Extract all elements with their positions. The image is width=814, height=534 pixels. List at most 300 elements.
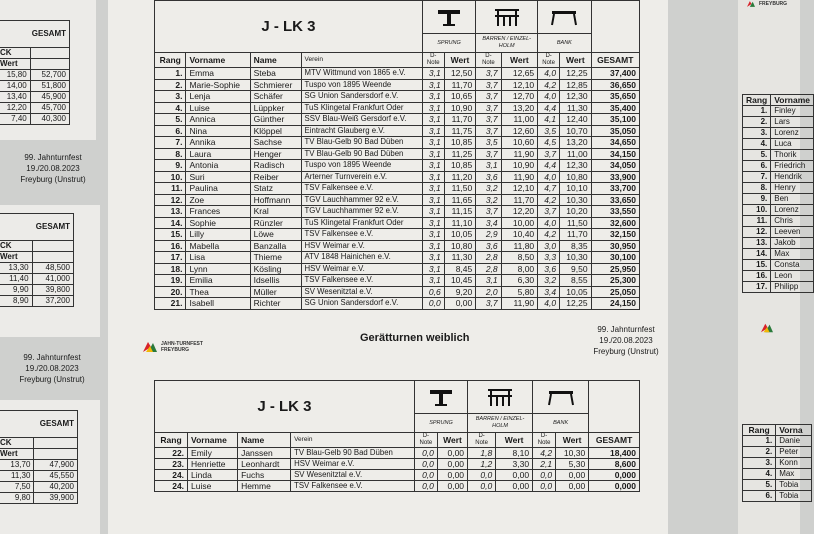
rang-cell: 15.: [155, 229, 186, 241]
rang-cell: 2.: [155, 79, 186, 91]
table-row: [0, 81, 70, 92]
wert-cell: 5,80: [501, 286, 538, 298]
name-cell: Schäfer: [250, 91, 301, 103]
table-row: [155, 470, 640, 481]
name-cell: Idsellis: [250, 275, 301, 287]
verein-cell: SV Wesenitztal e.V.: [301, 286, 422, 298]
vorname-cell: Leon: [771, 271, 814, 282]
vault-icon: [418, 387, 464, 407]
wert-cell: 11,90: [501, 148, 538, 160]
dnote-cell: 3,1: [422, 125, 444, 137]
verein-cell: TSV Falkensee e.V.: [301, 275, 422, 287]
bottom-apparatus-label-0: SPRUNG: [414, 414, 467, 433]
table-row: [155, 217, 640, 229]
vorname-cell: Philipp: [771, 282, 814, 293]
bottom-header-name: Name: [238, 433, 291, 448]
dnote-cell: 0,0: [414, 448, 437, 459]
dnote-cell: 3,1: [422, 263, 444, 275]
rang-cell: 6.: [743, 161, 771, 172]
wert-cell: 12,30: [560, 160, 592, 172]
rang-cell: 5.: [743, 480, 776, 491]
rang-cell: 1.: [743, 106, 771, 117]
rang-cell: 16.: [743, 271, 771, 282]
table-row: [0, 296, 74, 307]
vorname-cell: Nina: [186, 125, 250, 137]
wert-cell: 10,00: [501, 217, 538, 229]
table-row: [743, 469, 812, 480]
top-header-wert-1: Wert: [501, 53, 538, 68]
gesamt-cell: 0,000: [589, 481, 640, 492]
table-row: [155, 160, 640, 172]
table-row: [743, 436, 812, 447]
table-row: [155, 252, 640, 264]
dnote-cell: 2,9: [476, 229, 501, 241]
dnote-cell: 3,6: [476, 240, 501, 252]
rang-cell: 19.: [155, 275, 186, 287]
wert-cell: 0,00: [444, 298, 476, 310]
rang-cell: 8.: [155, 148, 186, 160]
verein-cell: TV Blau-Gelb 90 Bad Düben: [301, 137, 422, 149]
gesamt-cell: 52,700: [30, 70, 69, 81]
right-logo: FREYBURG: [746, 0, 787, 8]
dnote-cell: 4,2: [538, 229, 560, 241]
wert-cell: 12,20: [0, 103, 30, 114]
left-spacer: [34, 438, 78, 449]
dnote-cell: 4,2: [533, 448, 556, 459]
wert-cell: 10,60: [501, 137, 538, 149]
wert-cell: 13,40: [0, 92, 30, 103]
left-gesamt-header: GESAMT: [0, 214, 74, 241]
wert-cell: 10,90: [501, 160, 538, 172]
rang-cell: 10.: [155, 171, 186, 183]
vorname-cell: Isabell: [186, 298, 250, 310]
wert-cell: 11,40: [0, 274, 32, 285]
bottom-apparatus-2: [533, 381, 589, 414]
gesamt-cell: 36,650: [591, 79, 639, 91]
gesamt-cell: 24,150: [591, 298, 639, 310]
wert-cell: 10,20: [560, 206, 592, 218]
wert-cell: 11,50: [560, 217, 592, 229]
wert-cell: 11,00: [560, 148, 592, 160]
bottom-header-dnote-2: D- Note: [533, 433, 556, 448]
vorname-cell: Marie-Sophie: [186, 79, 250, 91]
gesamt-cell: 32,600: [591, 217, 639, 229]
verein-cell: TGV Lauchhammer 92 e.V.: [301, 206, 422, 218]
table-row: [743, 172, 814, 183]
rang-cell: 10.: [743, 205, 771, 216]
vorname-cell: Tobia: [776, 491, 812, 502]
table-row: [0, 285, 74, 296]
vorname-cell: Antonia: [186, 160, 250, 172]
bottom-apparatus-label-2: BANK: [533, 414, 589, 433]
dnote-cell: 3,7: [476, 298, 501, 310]
dnote-cell: 3,7: [476, 91, 501, 103]
top-header-wert-2: Wert: [560, 53, 592, 68]
table-row: [155, 79, 640, 91]
wert-cell: 10,80: [560, 171, 592, 183]
table-row: [155, 481, 640, 492]
results-table-top: [154, 0, 640, 310]
rang-cell: 6.: [155, 125, 186, 137]
wert-cell: 8,45: [444, 263, 476, 275]
left-mid-table: [0, 213, 74, 307]
dnote-cell: 2,1: [533, 459, 556, 470]
dnote-cell: 0,0: [414, 470, 437, 481]
dnote-cell: 0,0: [468, 470, 496, 481]
bottom-header-wert-1: Wert: [496, 433, 533, 448]
gesamt-cell: 25,050: [591, 286, 639, 298]
dnote-cell: 3,5: [476, 137, 501, 149]
gesamt-cell: 33,550: [591, 206, 639, 218]
dnote-cell: 3,1: [422, 102, 444, 114]
vorname-cell: Friedrich: [771, 161, 814, 172]
name-cell: Hemme: [238, 481, 291, 492]
jahnturnfest-logo: JAHN-TURNFEST FREYBURG: [142, 340, 203, 354]
left-spacer: [32, 252, 73, 263]
vorname-cell: Tobia: [776, 480, 812, 491]
right-top-table: [742, 94, 814, 293]
table-row: [743, 161, 814, 172]
vorname-cell: Lenja: [186, 91, 250, 103]
main-results-sheet: [108, 0, 668, 534]
name-cell: Lüppker: [250, 102, 301, 114]
gesamt-cell: 30,950: [591, 240, 639, 252]
top-gesamt-spacer: [591, 1, 639, 53]
dnote-cell: 3,1: [422, 148, 444, 160]
wert-cell: 7,50: [0, 482, 34, 493]
wert-cell: 10,70: [560, 125, 592, 137]
bottom-header-wert-2: Wert: [556, 433, 589, 448]
wert-cell: 13,20: [560, 137, 592, 149]
wert-cell: 10,90: [444, 102, 476, 114]
left-sheet-bottom: [0, 400, 100, 534]
wert-cell: 12,65: [501, 68, 538, 80]
rang-cell: 16.: [155, 240, 186, 252]
top-header-verein: Verein: [301, 53, 422, 68]
top-apparatus-0: [422, 1, 475, 34]
table-row: [743, 205, 814, 216]
gesamt-cell: 0,000: [589, 470, 640, 481]
rang-cell: 20.: [155, 286, 186, 298]
table-row: [155, 448, 640, 459]
bottom-header-dnote-0: D- Note: [414, 433, 437, 448]
wert-cell: 11,30: [0, 471, 34, 482]
table-row: [743, 282, 814, 293]
dnote-cell: 4,4: [538, 102, 560, 114]
dnote-cell: 3,7: [476, 79, 501, 91]
verein-cell: HSV Weimar e.V.: [301, 263, 422, 275]
rang-cell: 5.: [155, 114, 186, 126]
rang-cell: 5.: [743, 150, 771, 161]
vorname-cell: Lars: [771, 117, 814, 128]
rang-cell: 4.: [155, 102, 186, 114]
verein-cell: SG Union Sandersdorf e.V.: [301, 91, 422, 103]
dnote-cell: 3,5: [538, 125, 560, 137]
table-row: [743, 271, 814, 282]
dnote-cell: 3,3: [538, 252, 560, 264]
table-row: [155, 171, 640, 183]
top-apparatus-1: [476, 1, 538, 34]
name-cell: Steba: [250, 68, 301, 80]
section-heading: Gerätturnen weiblich: [360, 332, 470, 344]
dnote-cell: 3,2: [476, 183, 501, 195]
table-row: [0, 482, 78, 493]
right-sheet: [738, 0, 810, 534]
dnote-cell: 3,1: [422, 91, 444, 103]
wert-cell: 7,40: [0, 114, 30, 125]
table-row: [155, 240, 640, 252]
table-row: [155, 148, 640, 160]
wert-cell: 6,30: [501, 275, 538, 287]
dnote-cell: 4,0: [538, 171, 560, 183]
wert-cell: 13,70: [0, 460, 34, 471]
logo-icon: [142, 340, 158, 354]
top-apparatus-label-0: SPRUNG: [422, 34, 475, 53]
name-cell: Kösling: [250, 263, 301, 275]
dnote-cell: 3,1: [422, 68, 444, 80]
gesamt-cell: 34,650: [591, 137, 639, 149]
vorname-cell: Emily: [188, 448, 238, 459]
bars-icon: [471, 386, 529, 408]
vorname-cell: Thea: [186, 286, 250, 298]
rang-cell: 22.: [155, 448, 188, 459]
dnote-cell: 3,1: [422, 171, 444, 183]
verein-cell: SV Wesenitztal e.V.: [291, 470, 415, 481]
vorname-cell: Hendrik: [771, 172, 814, 183]
vorname-cell: Chris: [771, 216, 814, 227]
table-row: [0, 471, 78, 482]
dnote-cell: 3,7: [476, 206, 501, 218]
table-row: [155, 102, 640, 114]
top-apparatus-2: [538, 1, 591, 34]
table-row: [0, 493, 78, 504]
dnote-cell: 4,0: [538, 298, 560, 310]
gesamt-cell: 18,400: [589, 448, 640, 459]
left-spacer: [30, 48, 69, 59]
vorname-cell: Luca: [771, 139, 814, 150]
top-title: J - LK 3: [155, 1, 423, 53]
gesamt-cell: 37,200: [32, 296, 73, 307]
dnote-cell: 3,1: [422, 137, 444, 149]
dnote-cell: 3,1: [476, 275, 501, 287]
wert-cell: 9,90: [0, 285, 32, 296]
table-row: [743, 447, 812, 458]
rang-cell: 8.: [743, 183, 771, 194]
name-cell: Janssen: [238, 448, 291, 459]
top-header-vorname: Vorname: [186, 53, 250, 68]
dnote-cell: 3,1: [476, 160, 501, 172]
vorname-cell: Lynn: [186, 263, 250, 275]
wert-cell: 11,70: [560, 229, 592, 241]
name-cell: Reiber: [250, 171, 301, 183]
left-event-caption-2: 99. Jahnturnfest 19./20.08.2023 Freyburg (Unstrut): [19, 353, 85, 384]
dnote-cell: 3,7: [476, 125, 501, 137]
wert-cell: 10,05: [560, 286, 592, 298]
vorname-cell: Konn: [776, 458, 812, 469]
rang-cell: 11.: [155, 183, 186, 195]
table-row: [0, 263, 74, 274]
rang-cell: 7.: [743, 172, 771, 183]
wert-cell: 11,65: [444, 194, 476, 206]
table-row: [155, 194, 640, 206]
gesamt-cell: 33,700: [591, 183, 639, 195]
bottom-header-verein: Verein: [291, 433, 415, 448]
name-cell: Fuchs: [238, 470, 291, 481]
wert-cell: 11,70: [444, 79, 476, 91]
table-row: [743, 139, 814, 150]
vorname-cell: Emma: [186, 68, 250, 80]
table-row: [155, 91, 640, 103]
wert-cell: 12,70: [501, 91, 538, 103]
verein-cell: SSV Blau-Weiß Gersdorf e.V.: [301, 114, 422, 126]
dnote-cell: 0,0: [468, 481, 496, 492]
wert-cell: 11,10: [444, 217, 476, 229]
gesamt-cell: 34,050: [591, 160, 639, 172]
wert-cell: 14,00: [0, 81, 30, 92]
left-wert-header: Wert: [0, 59, 30, 70]
rang-cell: 1.: [155, 68, 186, 80]
table-row: [743, 128, 814, 139]
name-cell: Rünzler: [250, 217, 301, 229]
name-cell: Thieme: [250, 252, 301, 264]
vorname-cell: Lorenz: [771, 205, 814, 216]
rang-cell: 3.: [743, 458, 776, 469]
gesamt-cell: 33,900: [591, 171, 639, 183]
wert-cell: 12,10: [501, 183, 538, 195]
rang-cell: 6.: [743, 491, 776, 502]
verein-cell: HSV Weimar e.V.: [291, 459, 415, 470]
table-row: [0, 70, 70, 81]
gesamt-cell: 30,100: [591, 252, 639, 264]
bottom-title: J - LK 3: [155, 381, 415, 433]
top-header-dnote-0: D- Note: [422, 53, 444, 68]
wert-cell: 15,80: [0, 70, 30, 81]
gesamt-cell: 32,150: [591, 229, 639, 241]
wert-cell: 11,15: [444, 206, 476, 218]
verein-cell: TGV Lauchhammer 92 e.V.: [301, 194, 422, 206]
verein-cell: Arterner Turnverein e.V.: [301, 171, 422, 183]
rang-cell: 13.: [155, 206, 186, 218]
table-row: [743, 194, 814, 205]
rang-cell: 2.: [743, 117, 771, 128]
gesamt-cell: 34,150: [591, 148, 639, 160]
dnote-cell: 3,1: [422, 194, 444, 206]
vorname-cell: Mabella: [186, 240, 250, 252]
dnote-cell: 3,6: [538, 263, 560, 275]
left-top-table: [0, 20, 70, 125]
rang-cell: 21.: [155, 298, 186, 310]
wert-cell: 0,00: [496, 481, 533, 492]
dnote-cell: 0,0: [414, 481, 437, 492]
verein-cell: ATV 1848 Hainichen e.V.: [301, 252, 422, 264]
table-row: [155, 286, 640, 298]
dnote-cell: 3,1: [422, 79, 444, 91]
wert-cell: 13,20: [501, 102, 538, 114]
wert-cell: 5,30: [556, 459, 589, 470]
table-row: [743, 260, 814, 271]
gesamt-cell: 25,950: [591, 263, 639, 275]
name-cell: Hoffmann: [250, 194, 301, 206]
wert-cell: 10,30: [560, 252, 592, 264]
vorname-cell: Henry: [771, 183, 814, 194]
rang-cell: 9.: [743, 194, 771, 205]
name-cell: Sachse: [250, 137, 301, 149]
verein-cell: TSV Falkensee e.V.: [301, 229, 422, 241]
table-row: [0, 114, 70, 125]
left-gesamt-header: GESAMT: [0, 411, 78, 438]
vorname-cell: Luise: [188, 481, 238, 492]
wert-cell: 10,30: [556, 448, 589, 459]
table-row: [155, 275, 640, 287]
left-spacer: [34, 449, 78, 460]
table-row: [155, 183, 640, 195]
top-header-wert-0: Wert: [444, 53, 476, 68]
vorname-cell: Max: [776, 469, 812, 480]
dnote-cell: 3,7: [476, 102, 501, 114]
left-ck-label: CK: [0, 438, 34, 449]
vorname-cell: Annica: [186, 114, 250, 126]
rang-cell: 2.: [743, 447, 776, 458]
wert-cell: 11,90: [501, 171, 538, 183]
dnote-cell: 0,6: [422, 286, 444, 298]
rang-cell: 1.: [743, 436, 776, 447]
vorname-cell: Sophie: [186, 217, 250, 229]
dnote-cell: 4,0: [538, 217, 560, 229]
verein-cell: Tuspo von 1895 Weende: [301, 160, 422, 172]
vorname-cell: Paulina: [186, 183, 250, 195]
wert-cell: 10,05: [444, 229, 476, 241]
dnote-cell: 3,1: [422, 275, 444, 287]
vorname-cell: Suri: [186, 171, 250, 183]
table-row: [155, 206, 640, 218]
wert-cell: 8,50: [501, 252, 538, 264]
gesamt-cell: 41,000: [32, 274, 73, 285]
dnote-cell: 4,7: [538, 183, 560, 195]
gesamt-cell: 40,200: [34, 482, 78, 493]
wert-cell: 0,00: [556, 481, 589, 492]
left-bottom-table: [0, 410, 78, 504]
vorname-cell: Annika: [186, 137, 250, 149]
table-row: [743, 117, 814, 128]
table-row: [743, 183, 814, 194]
dnote-cell: 3,2: [476, 194, 501, 206]
dnote-cell: 0,0: [414, 459, 437, 470]
wert-cell: 10,10: [560, 183, 592, 195]
wert-cell: 0,00: [437, 481, 467, 492]
wert-cell: 12,20: [501, 206, 538, 218]
dnote-cell: 0,0: [422, 298, 444, 310]
gesamt-cell: 45,700: [30, 103, 69, 114]
wert-cell: 12,40: [560, 114, 592, 126]
gesamt-cell: 25,300: [591, 275, 639, 287]
verein-cell: HSV Weimar e.V.: [301, 240, 422, 252]
wert-cell: 0,00: [437, 448, 467, 459]
wert-cell: 0,00: [437, 459, 467, 470]
dnote-cell: 4,1: [538, 114, 560, 126]
wert-cell: 8,10: [496, 448, 533, 459]
table-row: [0, 274, 74, 285]
wert-cell: 9,20: [444, 286, 476, 298]
bottom-header-gesamt: GESAMT: [589, 433, 640, 448]
gesamt-cell: 48,500: [32, 263, 73, 274]
dnote-cell: 0,0: [533, 470, 556, 481]
table-row: [155, 263, 640, 275]
left-sheet-mid: [0, 205, 100, 337]
dnote-cell: 4,5: [538, 137, 560, 149]
wert-cell: 12,30: [560, 91, 592, 103]
right-logo-icon: [746, 0, 756, 8]
dnote-cell: 4,0: [538, 91, 560, 103]
